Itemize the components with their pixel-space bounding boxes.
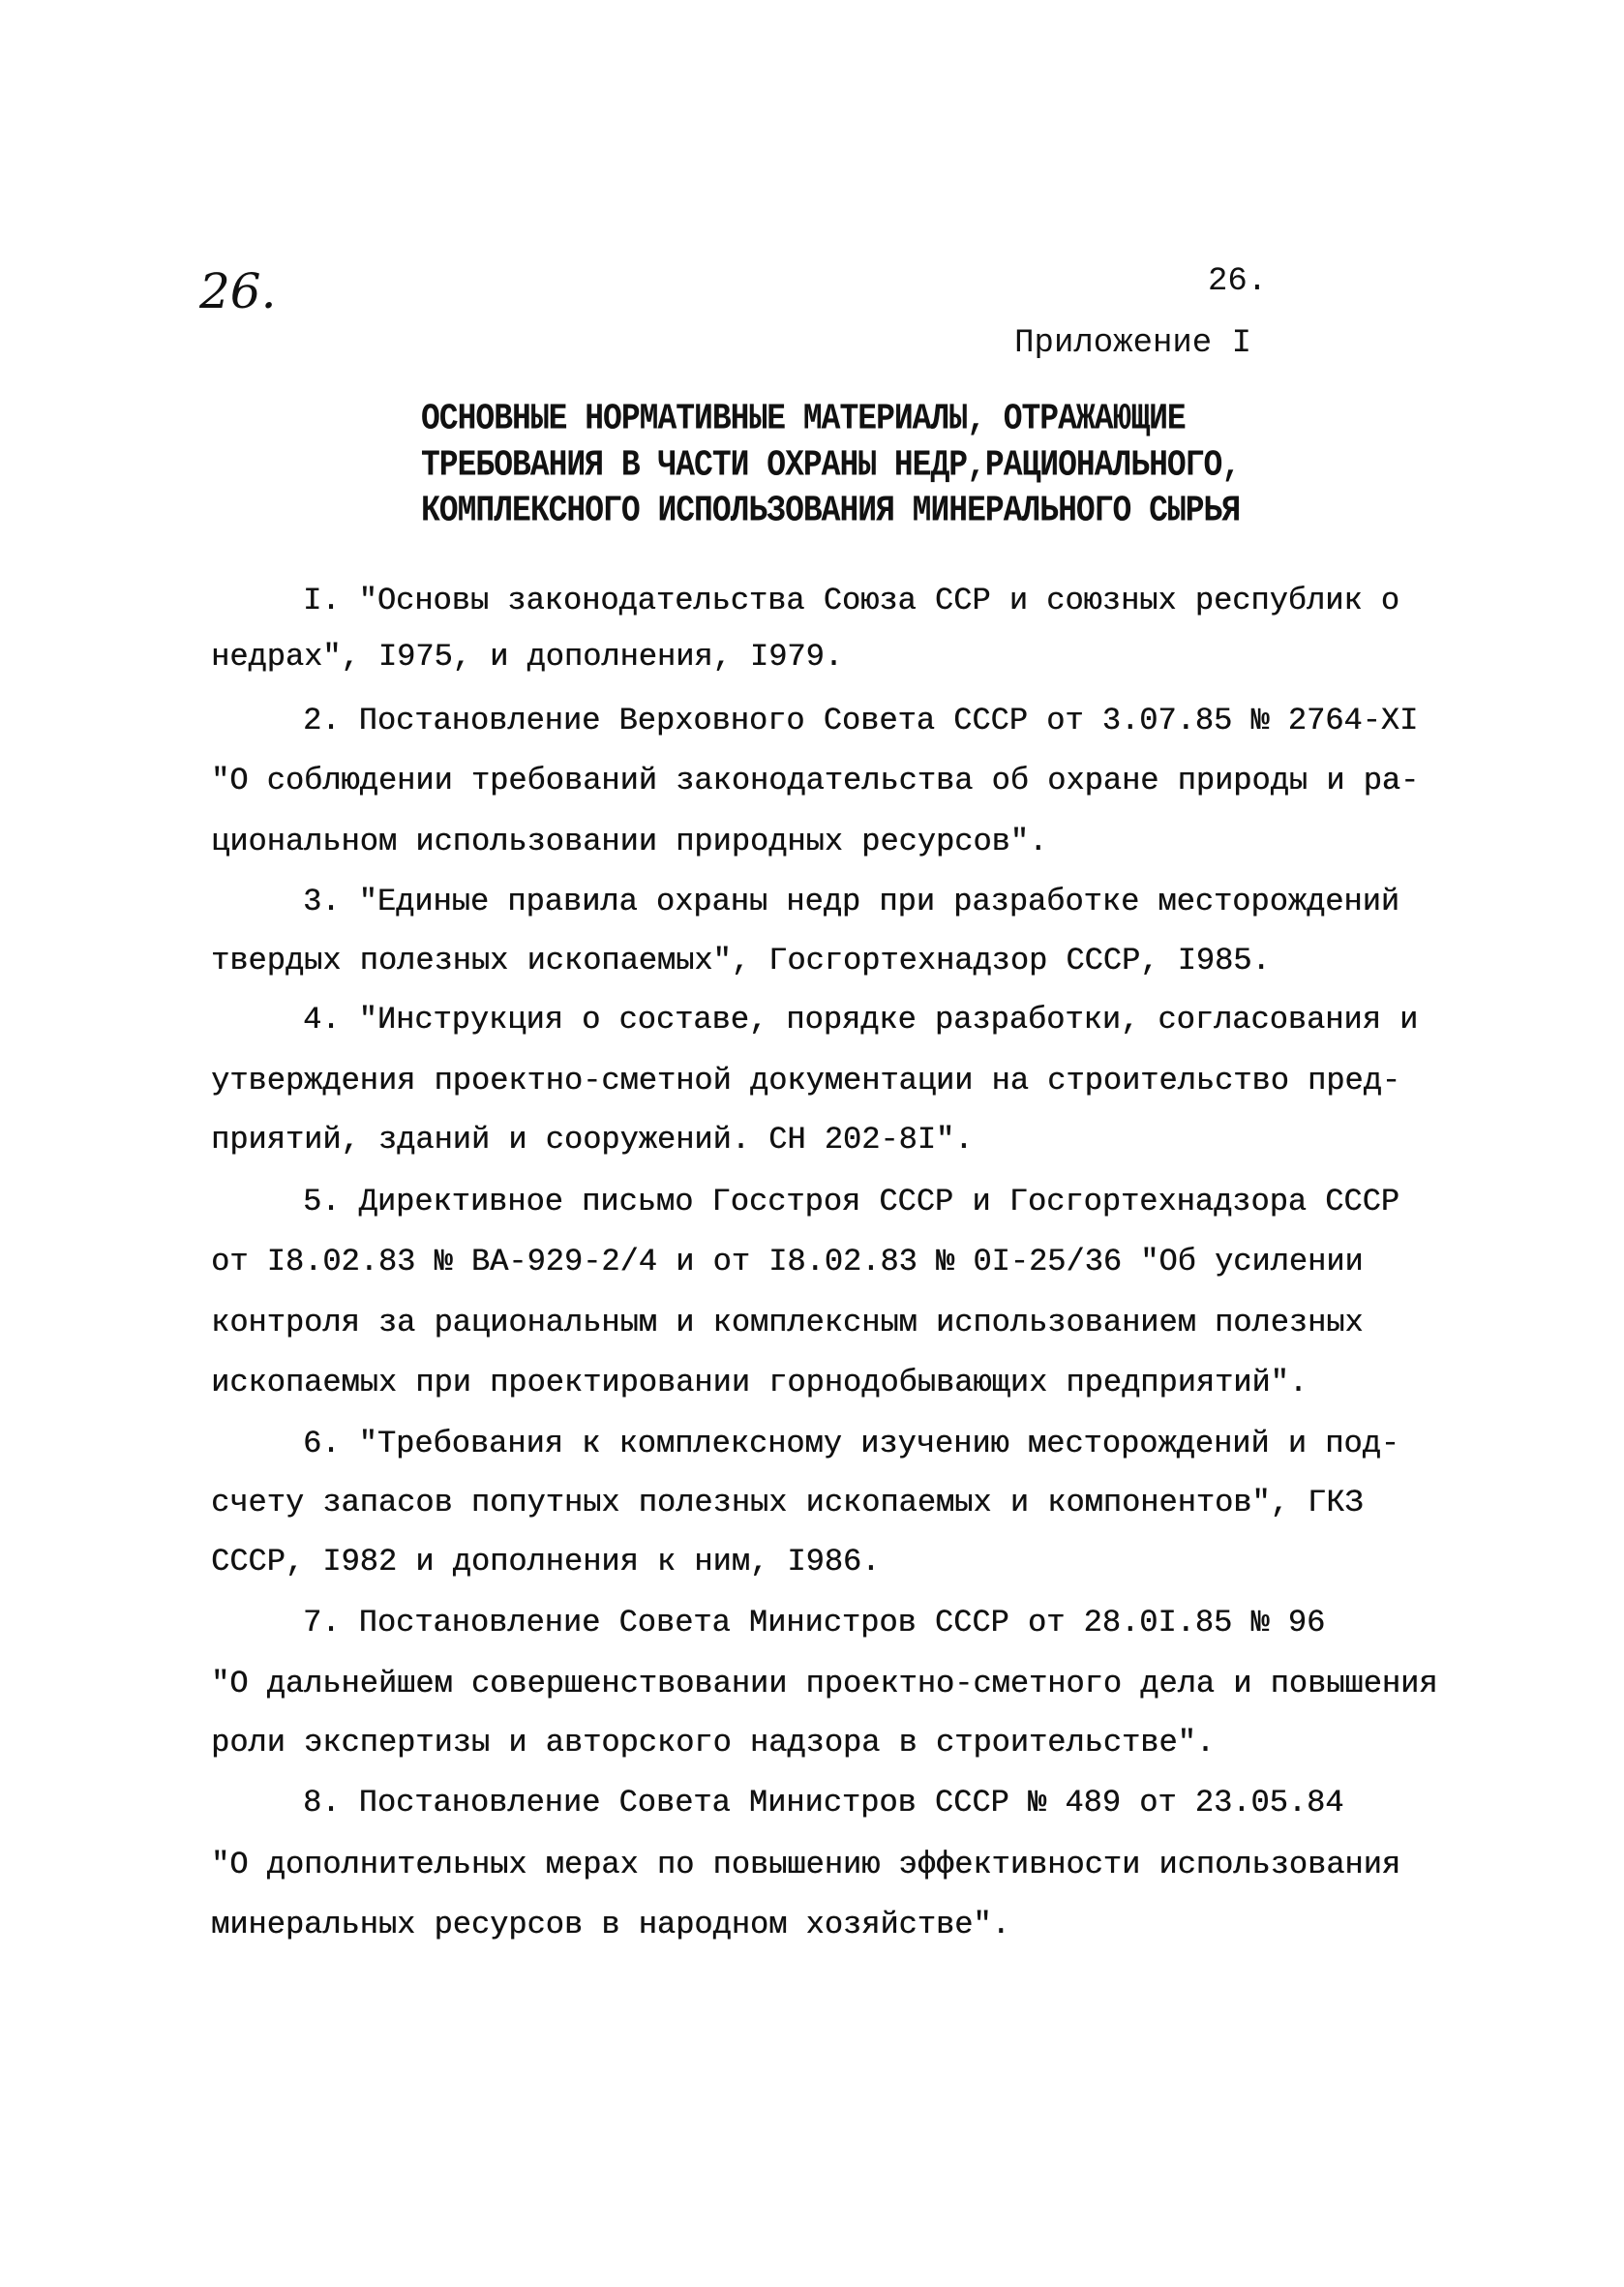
list-item-7-continuation: роли экспертизы и авторского надзора в строительстве". (211, 1725, 1215, 1760)
list-item-3: 3. "Единые правила охраны недр при разработке месторождений (303, 884, 1399, 919)
list-item-6: 6. "Требования к комплексному изучению месторождений и под- (303, 1426, 1399, 1461)
list-item-2-continuation: "О соблюдении требований законодательства об охране природы и ра- (211, 763, 1420, 798)
list-item-8-continuation: "О дополнительных мерах по повышению эффективности использования (211, 1847, 1400, 1882)
list-item-4-continuation: приятий, зданий и сооружений. СН 202-8I". (211, 1122, 974, 1158)
document-title-line: ОСНОВНЫЕ НОРМАТИВНЫЕ МАТЕРИАЛЫ, ОТРАЖАЮЩИЕ (421, 398, 1186, 439)
document-title-line: ТРЕБОВАНИЯ В ЧАСТИ ОХРАНЫ НЕДР,РАЦИОНАЛЬНОГО, (421, 444, 1241, 486)
list-item-6-continuation: счету запасов попутных полезных ископаемых и компонентов", ГКЗ (211, 1485, 1364, 1520)
list-item-5: 5. Директивное письмо Госстроя СССР и Госгортехнадзора СССР (303, 1184, 1399, 1219)
list-item-5-continuation: контроля за рациональным и комплексным использованием полезных (211, 1305, 1364, 1340)
list-item-7-continuation: "О дальнейшем совершенствовании проектно-сметного дела и повышения (211, 1666, 1438, 1701)
list-item-7: 7. Постановление Совета Министров СССР от 28.0I.85 № 96 (303, 1605, 1326, 1640)
list-item-5-continuation: от I8.02.83 № ВА-929-2/4 и от I8.02.83 № 0I-25/36 "Об усилении (211, 1244, 1364, 1279)
list-item-1: I. "Основы законодательства Союза ССР и союзных республик о (303, 583, 1399, 618)
appendix-label: Приложение I (1014, 325, 1251, 362)
list-item-5-continuation: ископаемых при проектировании горнодобывающих предприятий". (211, 1365, 1308, 1400)
list-item-8: 8. Постановление Совета Министров СССР № 489 от 23.05.84 (303, 1785, 1344, 1821)
list-item-4: 4. "Инструкция о составе, порядке разработки, согласования и (303, 1002, 1419, 1038)
handwritten-page-number: 26. (199, 263, 277, 319)
document-title-line: КОМПЛЕКСНОГО ИСПОЛЬЗОВАНИЯ МИНЕРАЛЬНОГО СЫРЬЯ (421, 490, 1241, 531)
list-item-2-continuation: циональном использовании природных ресурсов". (211, 824, 1048, 859)
list-item-8-continuation: минеральных ресурсов в народном хозяйстве". (211, 1907, 1010, 1942)
page-number: 26. (1208, 263, 1268, 300)
list-item-3-continuation: твердых полезных ископаемых", Госгортехнадзор СССР, I985. (211, 943, 1271, 978)
list-item-6-continuation: СССР, I982 и дополнения к ним, I986. (211, 1544, 881, 1580)
list-item-4-continuation: утверждения проектно-сметной документации на строительство пред- (211, 1063, 1400, 1098)
list-item-1-continuation: недрах", I975, и дополнения, I979. (211, 639, 843, 675)
list-item-2: 2. Постановление Верховного Совета СССР от 3.07.85 № 2764-XI (303, 703, 1419, 738)
